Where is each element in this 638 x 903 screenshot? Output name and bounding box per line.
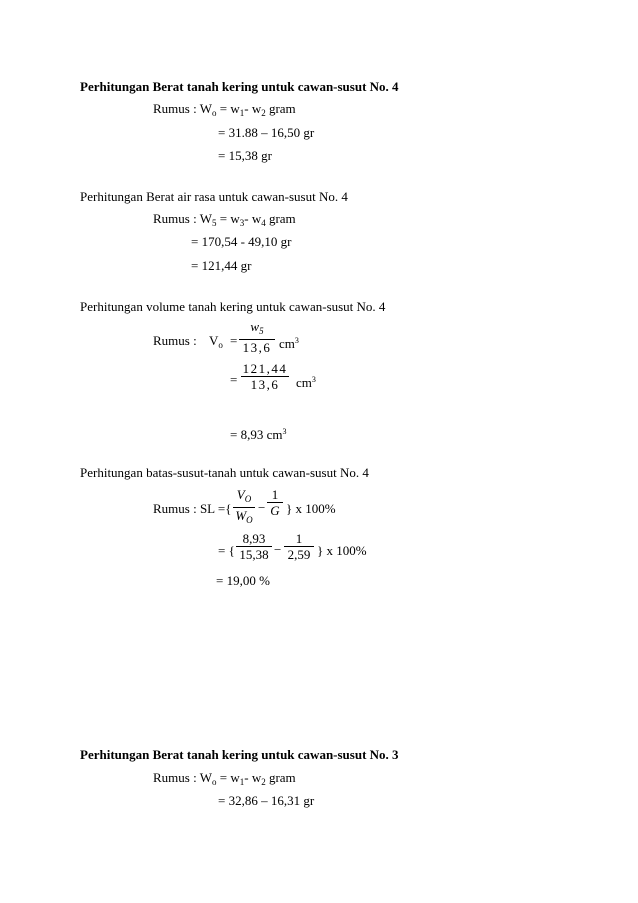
fraction-numerator: 8,93	[242, 531, 266, 546]
fraction-numerator: 121,44	[242, 361, 288, 376]
section-2-title: Perhitungan Berat air rasa untuk cawan-susut No. 4	[80, 189, 348, 204]
section-1-step: = 31.88 – 16,50 gr	[218, 125, 315, 140]
section-4-rumus-label: Rumus : SL ={	[153, 501, 232, 516]
fraction-numerator: 1	[295, 531, 303, 546]
fraction-1-over-g	[267, 488, 283, 517]
section-1-result: = 15,38 gr	[218, 148, 272, 163]
fraction-vo-over-wo	[233, 488, 255, 527]
section-1-formula: Rumus : $W_o = w_1-$ $w_2$ gram	[153, 101, 296, 118]
fraction-denominator: G	[270, 503, 280, 518]
section-5-formula: Rumus : $W_o = w_1-$ $w_2$ gram	[153, 770, 296, 787]
fraction-denominator: 2,59	[287, 547, 311, 562]
section-3-rumus-label: Rumus :	[153, 333, 197, 348]
section-3-unit-2: $cm^3$	[296, 375, 316, 390]
fraction-numerator: $w_5$	[250, 319, 264, 336]
section-2-result: = 121,44 gr	[191, 258, 252, 273]
section-3-title: Perhitungan volume tanah kering untuk cawan-susut No. 4	[80, 299, 386, 314]
section-4-result: = 19,00 %	[216, 573, 270, 588]
fraction-1-over-2-59	[284, 532, 314, 561]
fraction-denominator: 15,38	[239, 547, 269, 562]
section-3-v-label: $V_o$	[209, 333, 223, 350]
section-4-open-2: = {	[218, 543, 235, 558]
section-4-title: Perhitungan batas-susut-tanah untuk cawan-susut No. 4	[80, 465, 369, 480]
fraction-denominator: 13,6	[250, 377, 280, 392]
section-4-minus-2: −	[274, 542, 282, 557]
section-3-unit: $cm^3$	[279, 336, 299, 351]
fraction-numerator: 1	[271, 487, 279, 502]
section-3-result: = 8,93 $cm^3$	[230, 427, 287, 442]
section-5-title: Perhitungan Berat tanah kering untuk cawan-susut No. 3	[80, 747, 399, 762]
fraction-denominator: 13,6	[242, 340, 272, 355]
section-1-title: Perhitungan Berat tanah kering untuk cawan-susut No. 4	[80, 79, 399, 94]
fraction-denominator: $W_O$	[235, 508, 253, 525]
section-4-close-2: } x 100%	[317, 543, 367, 558]
fraction-numerator: $V_O$	[236, 487, 252, 504]
section-4-minus: −	[258, 500, 266, 515]
fraction-w5-over-13-6	[239, 320, 275, 354]
section-3-equals: =	[230, 333, 238, 348]
section-4-close: } x 100%	[286, 501, 336, 516]
section-2-formula: Rumus : $W_5 = w_3-$ $w_4$ gram	[153, 211, 296, 228]
fraction-121-44-over-13-6	[241, 362, 289, 391]
section-3-equals-2: =	[230, 372, 238, 387]
section-2-step: = 170,54 - 49,10 gr	[191, 234, 292, 249]
section-5-step: = 32,86 – 16,31 gr	[218, 793, 315, 808]
fraction-8-93-over-15-38	[236, 532, 272, 561]
